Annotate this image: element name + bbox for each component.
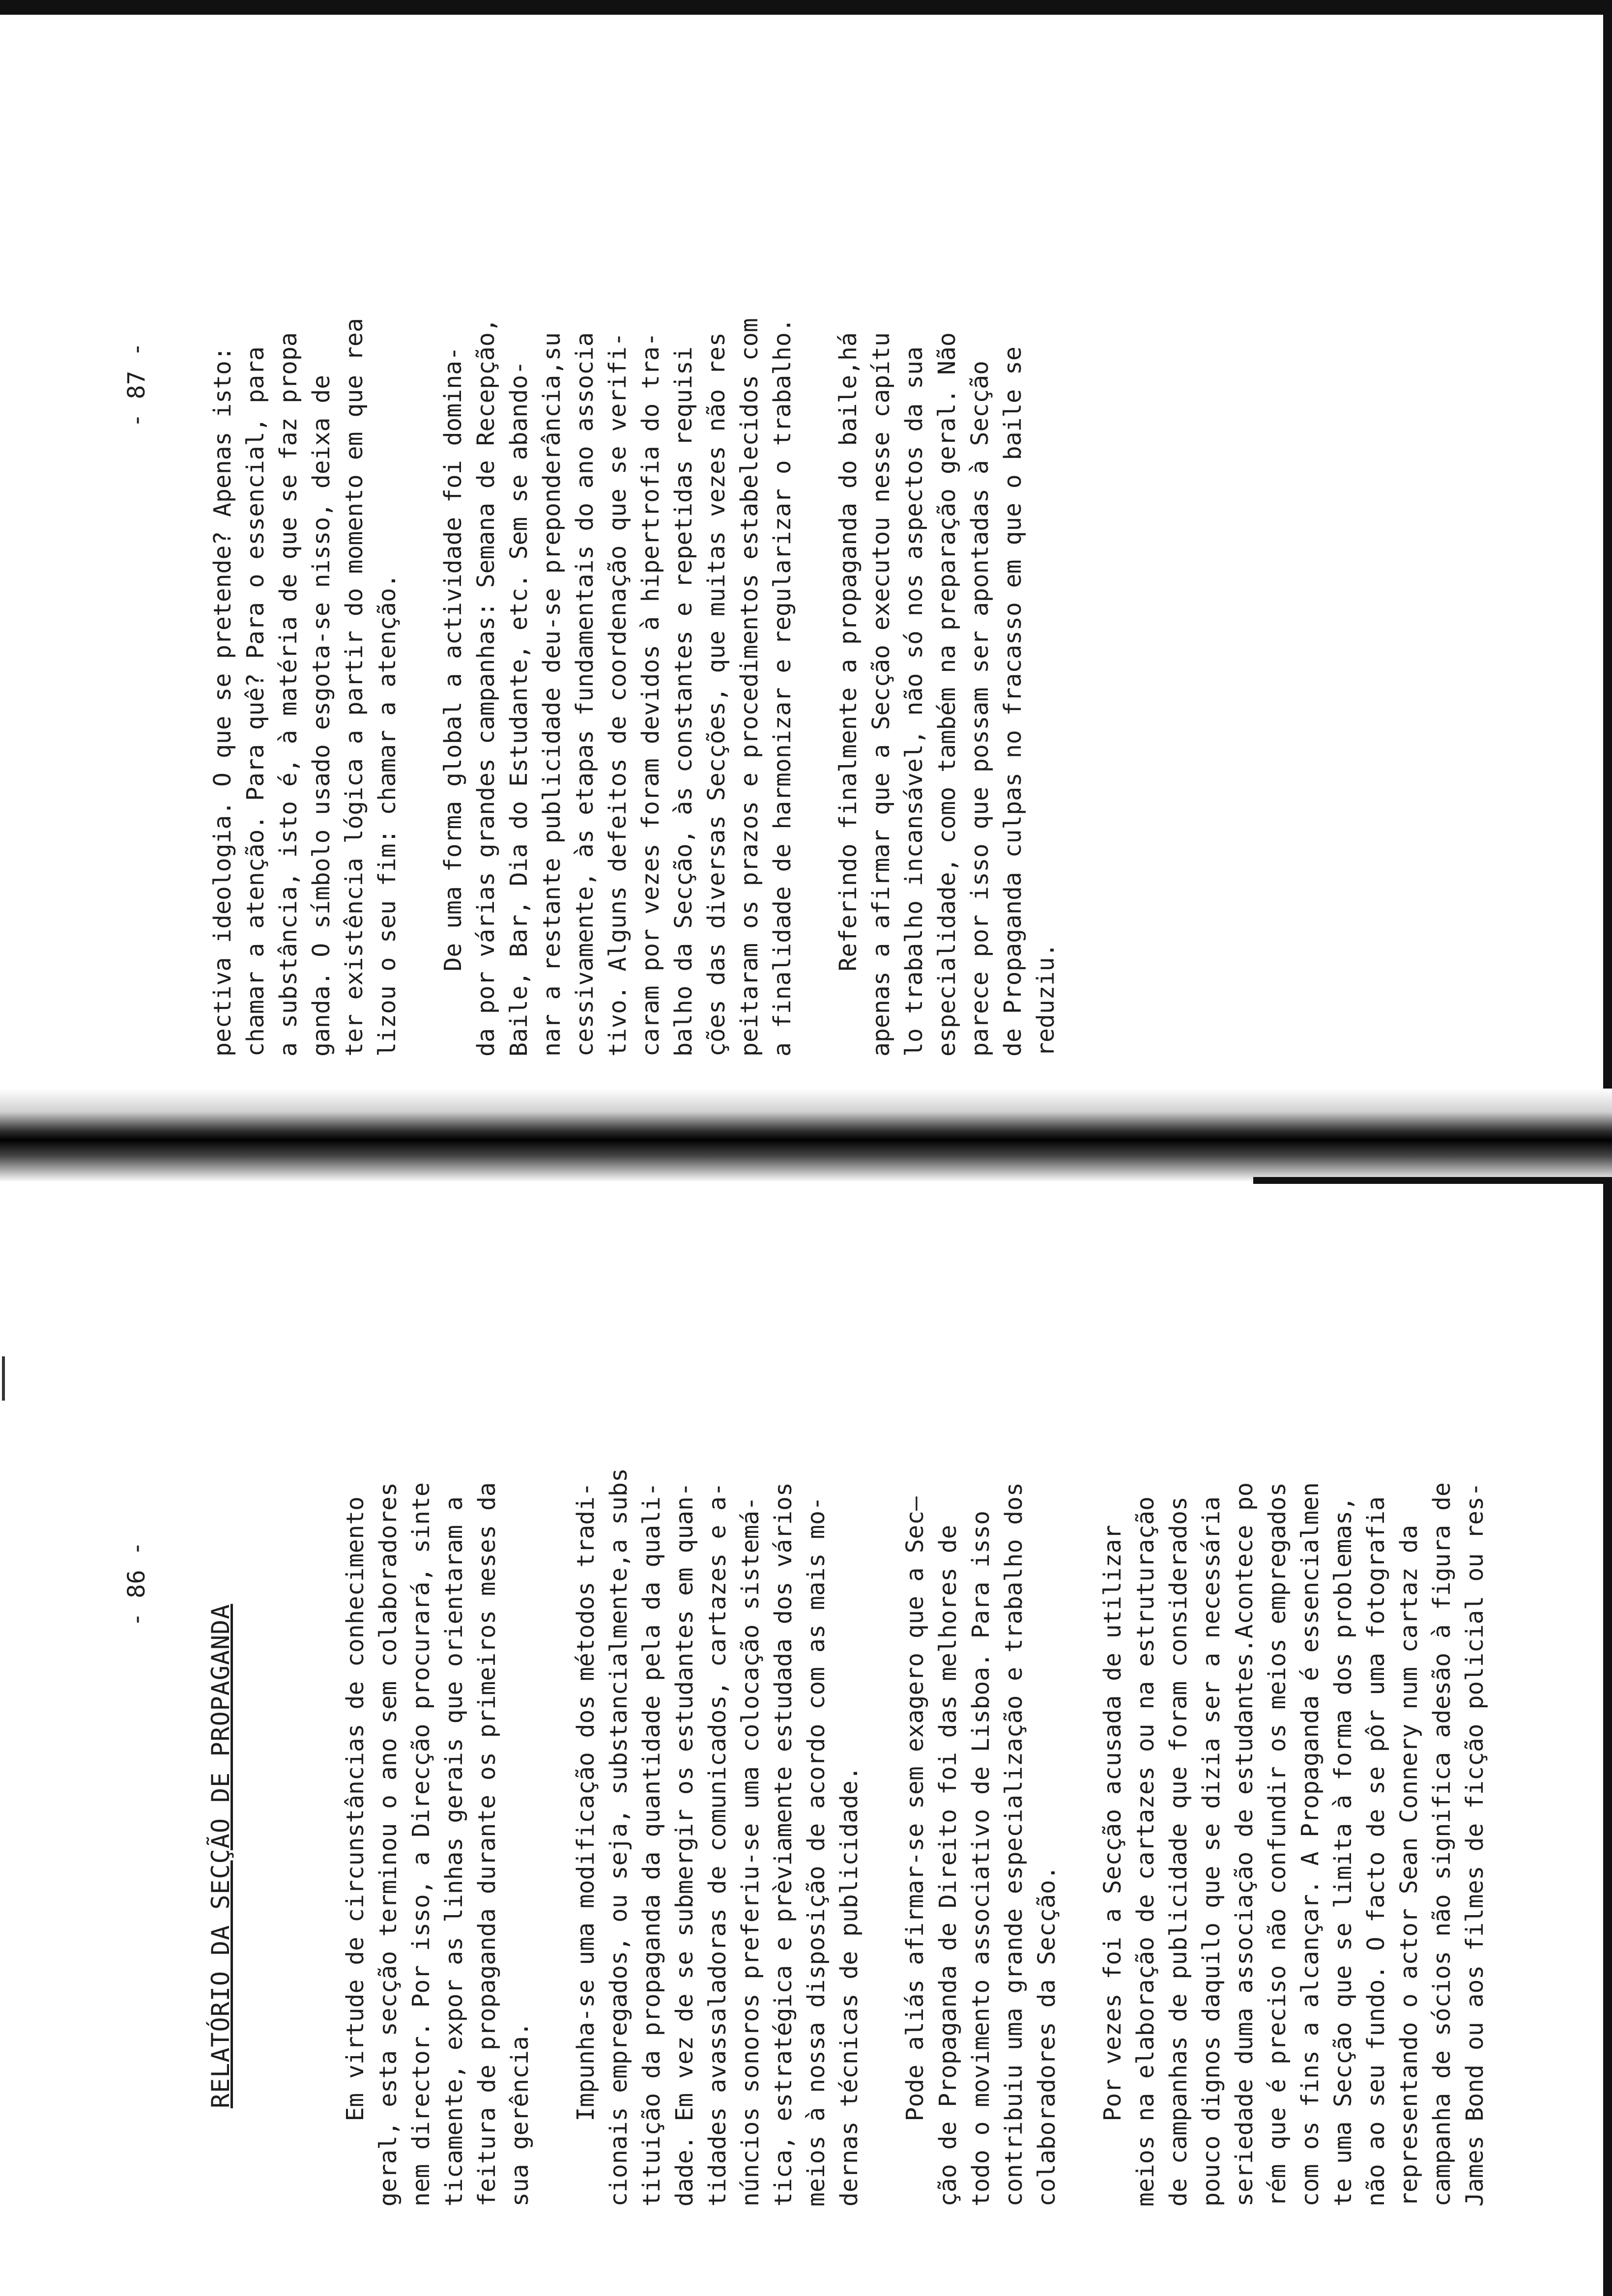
- report-title: RELATÓRIO DA SECÇÃO DE PROPAGANDA: [206, 1604, 235, 2108]
- page-number: - 86 -: [123, 1541, 150, 1627]
- page-87: [123, 25, 1081, 1057]
- page-body-text: pectiva ideologia. O que se pretende? Apenas isto: chamar a atenção. Para quê? Para o essencial, para a substância, isto é, à matéria de que se faz propa ganda. O símbolo usado esgota-se nisso, deixa de ter existência lógica a partir do momento em que rea lizou o seu fim: chamar a atenção. De uma forma global a actividade foi domina- da por várias grandes campanhas: Semana de Recepção, Baile, Bar, Dia do Estudante, etc. Sem se abando- nar a restante publicidade deu-se preponderância,su cessivamente, às etapas fundamentais do ano associa tivo. Alguns defeitos de coordenação que se verifi- caram por vezes foram devidos à hipertrofia do tra- balho da Secção, às constantes e repetidas requisi ções das diversas Secções, que muitas vezes não res peitaram os prazos e procedimentos estabelecidos com a finalidade de harmonizar e regularizar o trabalho. Referindo finalmente a propaganda do baile,há apenas a afirmar que a Secção executou nesse capítu lo trabalho incansável, não só nos aspectos da sua especialidade, como também na preparação geral. Não parece por isso que possam ser apontadas à Secção de Propaganda culpas no fracasso em que o baile se reduziu.: [209, 318, 1060, 1057]
- ink-mark: [2, 1356, 5, 1401]
- page-number: - 87 -: [123, 342, 150, 428]
- page-body-text: Em virtude de circunstâncias de conhecimento geral, esta secção terminou o ano sem colaboradores nem director. Por isso, a Direcção procurará, sinte ticamente, expor as linhas gerais que orientaram a feitura de propaganda durante os primeiros meses da sua gerência. Impunha-se uma modificação dos métodos tradi- cionais empregados, ou seja, substancialmente,a subs tituição da propaganda da quantidade pela da quali- dade. Em vez de se submergir os estudantes em quan- tidades avassaladoras de comunicados, cartazes e a- núncios sonoros preferiu-se uma colocação sistemá- tica, estratégica e prèviamente estudada dos vários meios à nossa disposição de acordo com as mais mo- dernas técnicas de publicidade. Pode aliás afirmar-se sem exagero que a Sec— ção de Propaganda de Direito foi das melhores de todo o movimento associativo de Lisboa. Para isso contribuiu uma grande especialização e trabalho dos colaboradores da Secção. Por vezes foi a Secção acusada de utilizar meios na elaboração de cartazes ou na estruturação de campanhas de publicidade que foram considerados pouco dignos daquilo que se dizia ser a necessária seriedade duma associação de estudantes.Acontece po rém que é preciso não confundir os meios empregados com os fins a alcançar. A Propaganda é essencialmen te uma Secção que se limita à forma dos problemas, não ao seu fundo. O facto de se pôr uma fotografia representando o actor Sean Connery num cartaz da campanha de sócios não significa adesão à figura de James Bond ou aos filmes de ficção policial ou res-: [342, 1468, 1489, 2207]
- page-86: [123, 1106, 1489, 2207]
